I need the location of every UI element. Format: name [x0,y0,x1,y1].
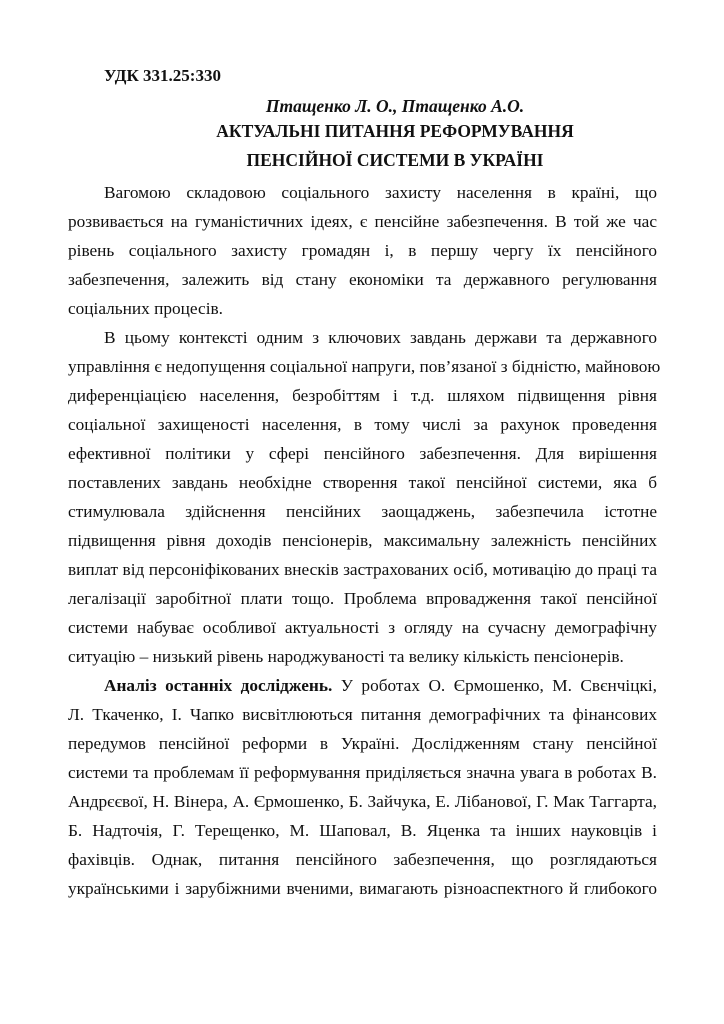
text-line [68,207,657,236]
text-line [68,178,657,207]
line-text: рівень соціального захисту громадян і, в першу чергу їх пенсійного [68,241,657,260]
line-text: соціальних процесів. [68,299,223,318]
line-text: У роботах О. Єрмошенко, М. Свєнчіцкі, [332,676,657,695]
text-line [68,265,657,294]
line-text: системи набуває особливої актуальності з огляду на сучасну демографічну [68,618,657,637]
line-text: фахівців. Однак, питання пенсійного забезпечення, що розглядаються [68,850,657,869]
text-line [68,497,657,526]
line-text: українськими і зарубіжними вченими, вимагають різноаспектного й глибокого [68,879,657,898]
text-line [68,439,657,468]
text-line [68,671,657,700]
text-line [68,787,657,816]
line-text: стимулювала здійснення пенсійних заощаджень, забезпечила істотне [68,502,657,521]
text-line [68,526,657,555]
line-text: забезпечення, залежить від стану економіки та державного регулювання [68,270,657,289]
paragraph [68,178,657,323]
text-line [68,468,657,497]
line-text: В цьому контексті одним з ключових завдань держави та державного [104,328,657,347]
line-text: підвищення рівня доходів пенсіонерів, максимальну залежність пенсійних [68,531,657,550]
line-text: Вагомою складовою соціального захисту населення в країні, що [104,183,657,202]
text-line [68,816,657,845]
text-line [68,584,657,613]
text-line [68,729,657,758]
line-text: системи та проблемам її реформування приділяється значна увага в роботах В. [68,763,657,782]
line-text: легалізації заробітної плати тощо. Проблема впровадження такої пенсійної [68,589,657,608]
line-text: диференціацією населення, безробіттям і т.д. шляхом підвищення рівня [68,386,657,405]
line-text: поставлених завдань необхідне створення такої пенсійної системи, яка б [68,473,657,492]
article-body [68,178,661,903]
line-text: виплат від персоніфікованих внесків застрахованих осіб, мотивацію до праці та [68,560,657,579]
text-line [68,294,657,323]
line-text: Б. Надточія, Г. Терещенко, М. Шаповал, В. Яценка та інших науковців і [68,821,657,840]
line-text: Л. Ткаченко, І. Чапко висвітлюються питання демографічних та фінансових [68,705,657,724]
text-line [68,845,657,874]
text-line [68,642,657,671]
article-title-line-1: АКТУАЛЬНІ ПИТАННЯ РЕФОРМУВАННЯ [216,121,574,141]
line-text: розвивається на гуманістичних ідеях, є пенсійне забезпечення. В той же час [68,212,657,231]
text-line [68,236,657,265]
section-lead: Аналіз останніх досліджень. [104,676,333,695]
text-line [68,613,657,642]
line-text: передумов пенсійної реформи в Україні. Дослідженням стану пенсійної [68,734,657,753]
line-text: управління є недопущення соціальної напруги, пов’язаної з бідністю, майновою [68,357,661,376]
text-line [68,555,657,584]
text-line [68,323,657,352]
line-text: ефективної політики у сфері пенсійного забезпечення. Для вирішення [68,444,657,463]
paragraph [68,323,661,671]
line-text: ситуацію – низький рівень народжуваності та велику кількість пенсіонерів. [68,647,624,666]
text-line [68,381,657,410]
text-line [68,352,661,381]
paragraph [68,671,657,903]
text-line [68,874,657,903]
authors: Птащенко Л. О., Птащенко А.О. [265,96,525,116]
text-line [68,410,657,439]
text-line [68,758,657,787]
text-line [68,700,657,729]
line-text: Андрєєвої, Н. Вінера, А. Єрмошенко, Б. Зайчука, Е. Лібанової, Г. Мак Таггарта, [68,792,657,811]
line-text: соціальної захищеності населення, в тому числі за рахунок проведення [68,415,657,434]
udk-code: УДК 331.25:330 [104,66,221,85]
article-title-line-2: ПЕНСІЙНОЇ СИСТЕМИ В УКРАЇНІ [246,150,544,170]
